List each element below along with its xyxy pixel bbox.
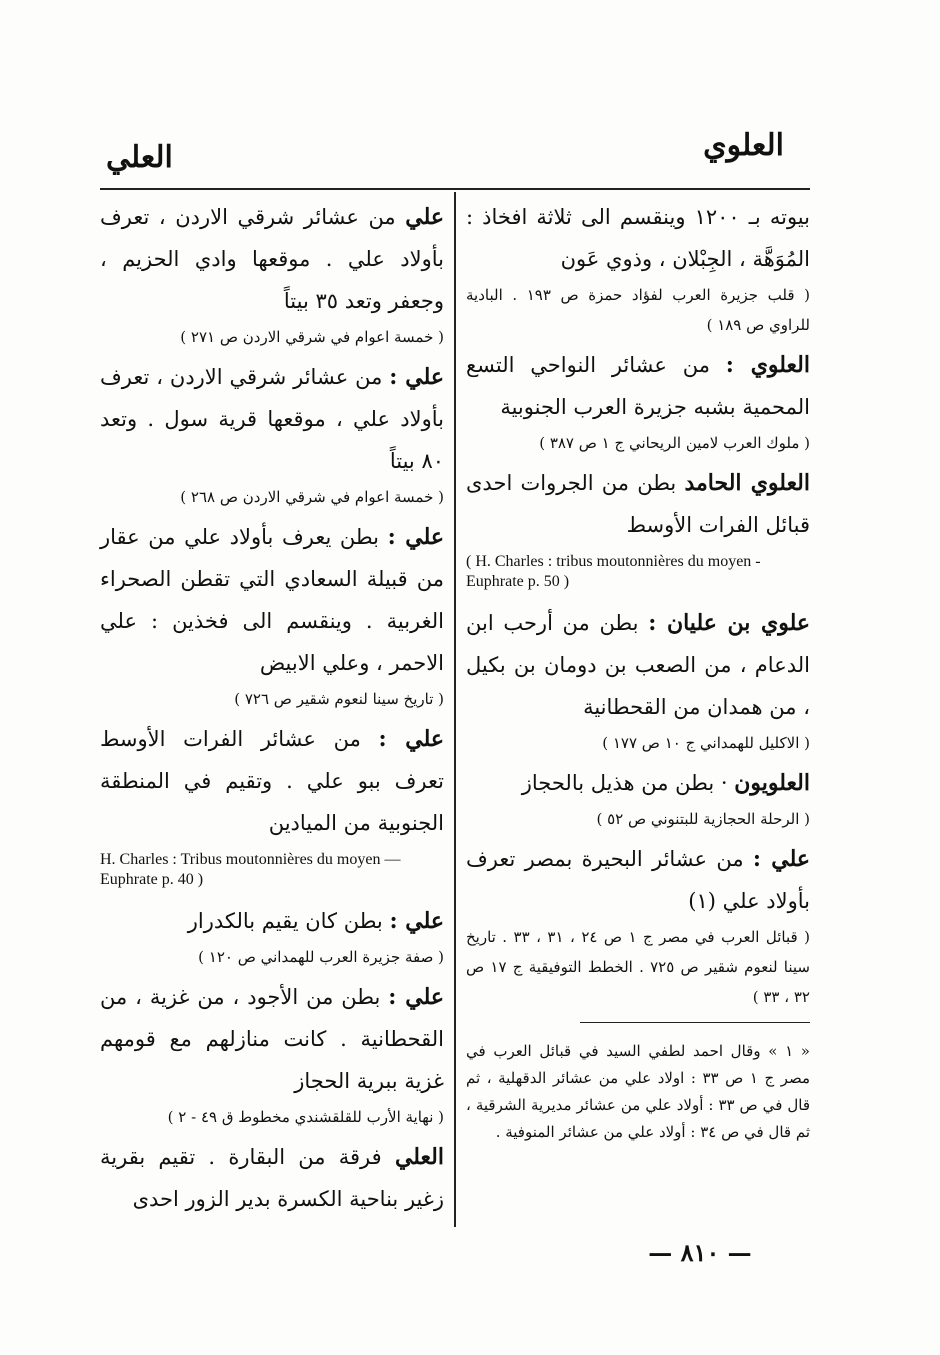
entry-heading: العلوي الحامد — [684, 470, 810, 496]
entry-body: بطن من الأجود ، من غزية ، من القحطانية . كانت منازلهم مع قومهم غزية ببرية الحجاز — [100, 985, 444, 1093]
entry-body: بطن من أرحب ابن الدعام ، من الصعب بن دومان بن بكيل ، من همدان من القحطانية — [466, 611, 810, 719]
page-number: — ٨١٠ — — [648, 1238, 752, 1267]
header-right-title: العلوي — [703, 128, 784, 163]
column-divider — [454, 192, 456, 1227]
entry-heading: علي : — [388, 984, 444, 1010]
entry-text — [466, 602, 810, 728]
entry — [100, 976, 444, 1132]
footnote-rule — [580, 1022, 810, 1023]
entry-text — [100, 1136, 444, 1220]
entry-text — [100, 196, 444, 322]
entry — [466, 462, 810, 592]
intro-text: بيوته بـ ١٢٠٠ وينقسم الى ثلاثة افخاذ : المُوَهَّة ، الجِبْلان ، وذوي عَون — [466, 205, 810, 271]
entry-body: بطن كان يقيم بالكدرار — [187, 909, 383, 933]
entry-citation: ( نهاية الأرب للقلقشندي مخطوط ق ٤٩ - ٢ ) — [167, 1108, 444, 1126]
entry-text — [100, 976, 444, 1102]
entry-text — [466, 838, 810, 922]
footnote: « ١ » وقال احمد لطفي السيد في قبائل العرب في مصر ج ١ ص ٣٣ : اولاد علي من عشائر الدقهلية ، ثم قال في ص ٣٣ : أولاد علي من عشائر مديرية الشرقية ، ثم قال في ص ٣٤ : أولاد علي من عشائر المنوفية . — [466, 1042, 810, 1141]
entry-citation: ( تاريخ سينا لنعوم شقير ص ٧٢٦ ) — [234, 690, 444, 708]
entry-citation: ( قبائل العرب في مصر ج ١ ص ٢٤ ، ٣١ ، ٣٣ . تاريخ سينا لنعوم شقير ص ٧٢٥ . الخطط التوفيقية ج ١٧ ص ٣٢ ، ٣٣ ) — [466, 928, 811, 1006]
entry-heading: علي : — [752, 846, 810, 872]
entry-citation: ( خمسة اعوام في شرقي الاردن ص ٢٦٨ ) — [180, 488, 444, 506]
entry-text — [100, 516, 444, 684]
entry-body: من عشائر شرقي الاردن ، تعرف بأولاد علي . موقعها وادي الحزيم ، وجعفر وتعد ٣٥ بيتاً — [100, 205, 444, 313]
entry-text — [100, 356, 444, 482]
entry-body: · بطن من هذيل بالحجاز — [521, 771, 728, 795]
entry-heading: العلويون — [734, 770, 810, 796]
entry — [466, 602, 810, 758]
entry — [466, 838, 810, 1012]
entry — [100, 356, 444, 512]
header-left-title: العلي — [106, 140, 173, 175]
entry-latin-citation: H. Charles : Tribus moutonnières du moyen — Euphrate p. 40 ) — [100, 851, 401, 888]
left-entries — [100, 196, 444, 1220]
entry-body: من عشائر البحيرة بمصر تعرف بأولاد علي (١) — [466, 847, 810, 913]
entry-text — [466, 462, 810, 546]
entry-text — [466, 344, 810, 428]
intro-citation: ( قلب جزيرة العرب لفؤاد حمزة ص ١٩٣ . البادية للراوي ص ١٨٩ ) — [466, 286, 810, 334]
entry — [100, 900, 444, 972]
entry — [100, 1136, 444, 1220]
left-column — [100, 196, 444, 1220]
entry — [100, 718, 444, 890]
right-entries — [466, 344, 810, 1012]
entry-text — [100, 718, 444, 844]
header-rule — [100, 188, 810, 190]
entry-heading: العلي — [394, 1144, 444, 1170]
entry-citation: ( ملوك العرب لامين الريحاني ج ١ ص ٣٨٧ ) — [539, 434, 810, 452]
entry — [466, 762, 810, 834]
entry-heading: علي : — [378, 726, 444, 752]
entry-body: من عشائر النواحي التسع المحمية بشبه جزيرة العرب الجنوبية — [466, 353, 810, 419]
entry-text — [100, 900, 444, 942]
entry-heading: علي : — [387, 524, 445, 550]
entry-body: فرقة من البقارة . تقيم بقرية زغير بناحية الكسرة بدير الزور احدى — [100, 1145, 444, 1211]
entry-body: بطن من الجروات احدى قبائل الفرات الأوسط — [466, 471, 810, 537]
entry-latin-citation: ( H. Charles : tribus moutonnières du moyen - Euphrate p. 50 ) — [466, 553, 761, 590]
entry-heading: علي : — [389, 908, 444, 934]
entry-body: من عشائر الفرات الأوسط تعرف ببو علي . وتقيم في المنطقة الجنوبية من الميادين — [100, 727, 444, 835]
entry-heading: العلوي : — [725, 352, 810, 378]
entry-text — [466, 762, 810, 804]
entry-body: بطن يعرف بأولاد علي من عقار من قبيلة السعادي التي تقطن الصحراء الغربية . وينقسم الى فخذين : علي الاحمر ، وعلي الابيض — [100, 525, 444, 675]
entry-citation: ( صفة جزيرة العرب للهمداني ص ١٢٠ ) — [198, 948, 444, 966]
entry-heading: علي — [405, 204, 444, 230]
running-header — [100, 118, 790, 178]
entry-citation: ( خمسة اعوام في شرقي الاردن ص ٢٧١ ) — [180, 328, 444, 346]
entry — [466, 344, 810, 458]
right-column — [466, 196, 810, 1161]
entry-body: من عشائر شرقي الاردن ، تعرف بأولاد علي ، موقعها قرية سول . وتعد ٨٠ بيتاً — [100, 365, 444, 473]
entry-citation: ( الاكليل للهمداني ج ١٠ ص ١٧٧ ) — [602, 734, 810, 752]
entry-heading: علوي بن عليان : — [648, 610, 811, 636]
entry — [100, 196, 444, 352]
entry-heading: علي : — [389, 364, 445, 390]
entry-citation: ( الرحلة الحجازية للبتنوني ص ٥٢ ) — [596, 810, 810, 828]
entry — [100, 516, 444, 714]
